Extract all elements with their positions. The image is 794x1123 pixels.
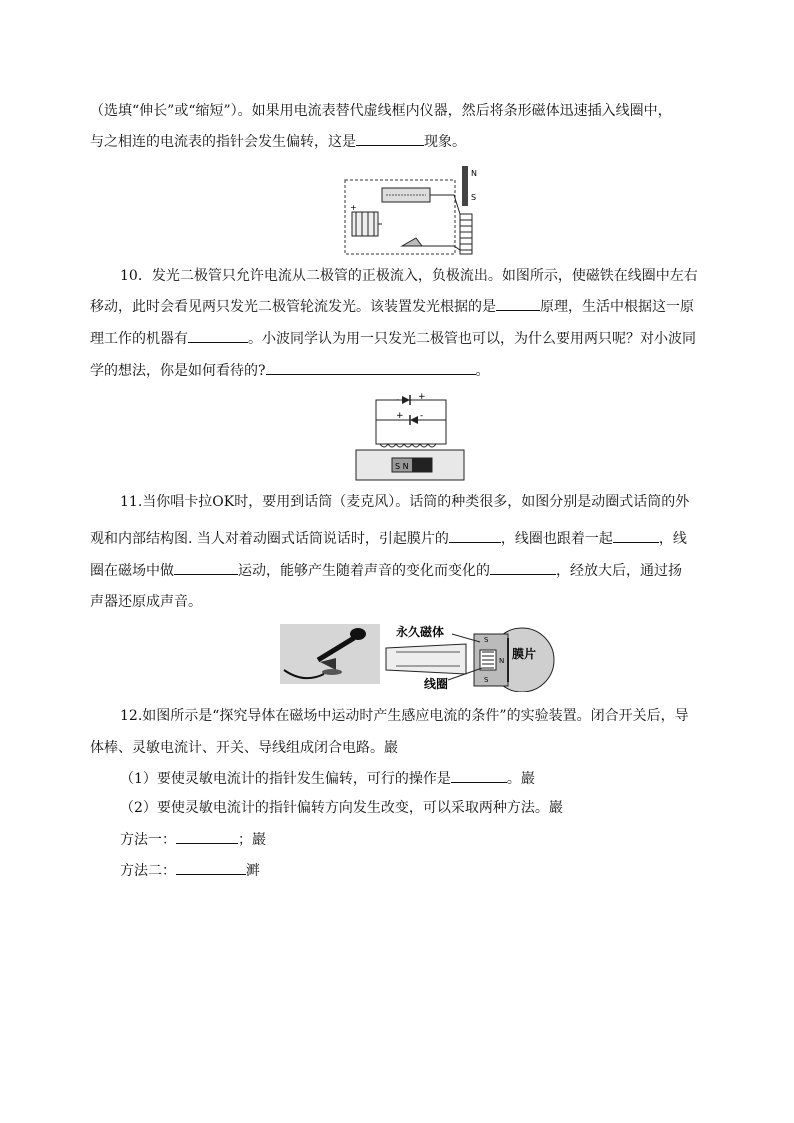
q10-text-4b: 。: [475, 363, 490, 379]
q9-line-2: [90, 131, 466, 152]
q12-text-2: 体棒、灵敏电流计、开关、导线组成闭合电路。: [90, 740, 384, 756]
q11-current-blank[interactable]: [490, 560, 556, 575]
q10-principle-blank[interactable]: [496, 296, 540, 311]
q12-line-2: [90, 738, 398, 758]
q12-sub2-text: （2）要使灵敏电流计的指针偏转方向发生改变，可以采取两种方法。: [120, 800, 549, 816]
q10-text-3b: 。小波同学认为用一只发光二极管也可以，为什么要用两只呢？对小波同: [248, 331, 696, 347]
q12-sub1-mark: 巖: [520, 771, 535, 787]
q12-method1: [120, 829, 266, 850]
q10-text-4a: 学的想法，你是如何看待的?: [90, 363, 266, 379]
q9-bar-magnet: [462, 166, 468, 206]
q11-n-label: N: [499, 657, 505, 665]
q10-led-top: [402, 396, 410, 404]
q12-method1-sep: ；: [238, 832, 252, 848]
q10-led-bottom-plus: +: [396, 411, 404, 421]
q12-method1-mark: 巖: [252, 832, 266, 848]
q9-magnet-s: S: [471, 193, 477, 202]
q9-text-1: （选填“伸长”或“缩短”）。如果用电流表替代虚线框内仪器，然后将条形磁体迅速插入线圈中，: [90, 103, 672, 119]
q9-switch: [402, 238, 422, 246]
q9-magnet-n: N: [471, 169, 477, 178]
q9-answer-blank[interactable]: [356, 131, 424, 146]
q12-method2: [120, 860, 260, 881]
q11-line-3: [90, 560, 682, 581]
q12-sub2: [120, 798, 563, 818]
q11-line-1: [120, 492, 689, 512]
q12-method2-mark: 溿: [246, 863, 260, 879]
q12-text-1: 12.如图所示是“探究导体在磁场中运动时产生感应电流的条件”的实验装置。闭合开关后，导: [120, 708, 689, 724]
q10-line-3: [90, 328, 696, 349]
q10-line-1: [120, 266, 698, 286]
q10-text-2: 移动，此时会看见两只发光二极管轮流发光。该装置发光根据的是: [90, 299, 496, 315]
q11-text-2c: ，线: [658, 531, 687, 547]
q11-text-1: 11.当你唱卡拉OK时，要用到话筒（麦克风）。话筒的种类很多，如图分别是动圈式话筒的外: [120, 494, 690, 510]
q10-led-figure: [350, 392, 470, 484]
q11-s-bottom: S: [484, 676, 489, 684]
q11-text-3c: ，经放大后，通过扬: [556, 563, 682, 579]
q12-method1-label: 方法一：: [120, 832, 176, 848]
q11-text-2a: 观和内部结构图. 当人对着动圈式话筒说话时，引起膜片的: [90, 531, 449, 547]
q12-operation-blank[interactable]: [451, 768, 507, 783]
q12-mark-2: 巖: [384, 740, 398, 756]
q12-method1-blank[interactable]: [176, 829, 238, 844]
q10-led-top-plus: +: [418, 392, 426, 402]
q11-microphone-figure: [280, 620, 580, 692]
q10-machine-blank[interactable]: [188, 328, 248, 343]
q10-led-bottom-minus: -: [420, 411, 424, 421]
q10-line-4: [90, 360, 490, 381]
q11-mic-body: [386, 644, 466, 674]
q9-text-2a: 与之相连的电流表的指针会发生偏转，这是: [90, 134, 356, 150]
q12-sub2-mark: 巖: [548, 800, 563, 816]
q10-opinion-blank[interactable]: [266, 360, 476, 375]
q11-film-blank[interactable]: [449, 528, 501, 543]
q9-circuit-figure: [342, 160, 482, 260]
q11-text-2b: ，线圈也跟着一起: [500, 531, 613, 547]
q11-magnet-label: 永久磁体: [396, 625, 445, 639]
q11-text-3a: 圈在磁场中做: [90, 563, 174, 579]
q11-line-4: [90, 592, 202, 612]
q11-coil-label: 线圈: [424, 677, 449, 691]
q12-sub1: [120, 768, 535, 789]
q11-s-top: S: [484, 636, 489, 644]
q11-film-label: 膜片: [512, 647, 537, 661]
q11-line-2: [90, 528, 687, 549]
q10-text-3a: 理工作的机器有: [90, 331, 188, 347]
q9-plus-label: +: [350, 203, 357, 212]
q11-text-4: 声器还原成声音。: [90, 594, 202, 610]
q11-coil-blank[interactable]: [613, 528, 659, 543]
q12-line-1: [120, 706, 689, 726]
q10-led-top-minus: -: [396, 395, 400, 405]
q10-text-2b: 原理，生活中根据这一原: [540, 299, 694, 315]
q12-method2-blank[interactable]: [176, 860, 246, 875]
q11-text-3b: 运动，能够产生随着声音的变化而变化的: [238, 563, 490, 579]
q10-text-1: 10．发光二极管只允许电流从二极管的正极流入，负极流出。如图所示，使磁铁在线圈中左右: [120, 268, 698, 284]
q9-line-1: [90, 101, 672, 121]
q10-wire-loop: [376, 400, 446, 444]
q10-led-bottom: [410, 416, 418, 424]
q12-sub1-text-a: （1）要使灵敏电流计的指针发生偏转，可行的操作是: [120, 771, 451, 787]
q11-motion-blank[interactable]: [174, 560, 238, 575]
q10-magnet-label: S N: [395, 462, 409, 471]
q12-sub1-text-b: 。: [506, 771, 521, 787]
q9-text-2b: 现象。: [424, 134, 466, 150]
q10-line-2: [90, 296, 694, 317]
q12-method2-label: 方法二：: [120, 863, 176, 879]
